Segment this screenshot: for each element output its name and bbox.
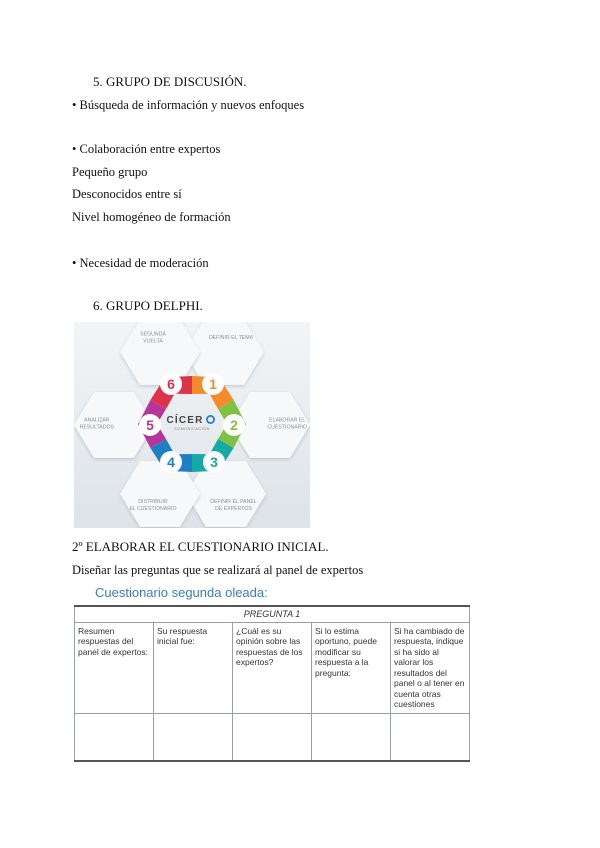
answer-cell[interactable] (75, 713, 154, 761)
answer-cell[interactable] (154, 713, 233, 761)
column-header-respuesta-inicial: Su respuesta inicial fue: (154, 622, 233, 713)
step-2-text: Diseñar las preguntas que se realizará al panel de expertos (72, 563, 364, 577)
step-3-label: DE EXPERTOS (215, 506, 252, 513)
delphi-process-figure (74, 322, 310, 528)
step-4-number: 4 (167, 454, 175, 470)
step-2-heading: 2º ELABORAR EL CUESTIONARIO INICIAL. (72, 539, 329, 554)
answer-cell[interactable] (391, 713, 470, 761)
step-2-label: CUESTIONARIO (267, 424, 307, 431)
step-5-label: RESULTADOS (79, 424, 115, 431)
step-5-number: 5 (146, 417, 154, 433)
line-desconocidos: Desconocidos entre sí (72, 187, 182, 201)
line-pequeno-grupo: Pequeño grupo (72, 165, 148, 179)
table-header: PREGUNTA 1 (75, 606, 470, 622)
step-1-number: 1 (209, 376, 217, 392)
step-1-label: DEFINIR EL TEMA (208, 335, 254, 341)
step-6-label: SEGUNDA (140, 331, 166, 338)
bullet-busqueda: • Búsqueda de información y nuevos enfoques (72, 98, 305, 112)
section-5-heading: 5. GRUPO DE DISCUSIÓN. (93, 74, 247, 89)
step-3-label: DEFINIR EL PANEL (210, 499, 257, 506)
step-5-label: ANALIZAR (84, 417, 110, 424)
step-2-number: 2 (230, 417, 238, 433)
column-header-opinion: ¿Cuál es su opinión sobre las respuestas de los expertos? (233, 622, 312, 713)
line-nivel-homogeneo: Nivel homogéneo de formación (72, 210, 231, 224)
questionnaire-title: Cuestionario segunda oleada: (95, 585, 268, 600)
column-header-cambio: Si ha cambiado de respuesta, indique si ha sido al valorar los resultados del panel o al tener en cuenta otras cuestiones (391, 622, 470, 713)
column-header-modificar: Si lo estima oportuno, puede modificar su respuesta a la pregunta: (312, 622, 391, 713)
bullet-colaboracion: • Colaboración entre expertos (72, 142, 221, 156)
step-2-label: ELABORAR EL (269, 417, 306, 424)
column-header-resumen: Resumen respuestas del panel de expertos: (75, 622, 154, 713)
bullet-moderacion: • Necesidad de moderación (72, 256, 209, 270)
questionnaire-table (74, 605, 470, 762)
step-4-label: DISTRIBUIR (138, 499, 168, 506)
step-4-label: EL CUESTIONARIO (129, 506, 177, 513)
step-3-number: 3 (210, 454, 218, 470)
brand-logo-text: CÍCER (166, 415, 204, 426)
answer-cell[interactable] (233, 713, 312, 761)
section-6-heading: 6. GRUPO DELPHI. (93, 298, 203, 313)
answer-cell[interactable] (312, 713, 391, 761)
brand-logo-subtext: COMUNICACIÓN (174, 427, 210, 431)
step-6-label: VUELTA (143, 338, 163, 345)
step-6-number: 6 (167, 376, 175, 392)
